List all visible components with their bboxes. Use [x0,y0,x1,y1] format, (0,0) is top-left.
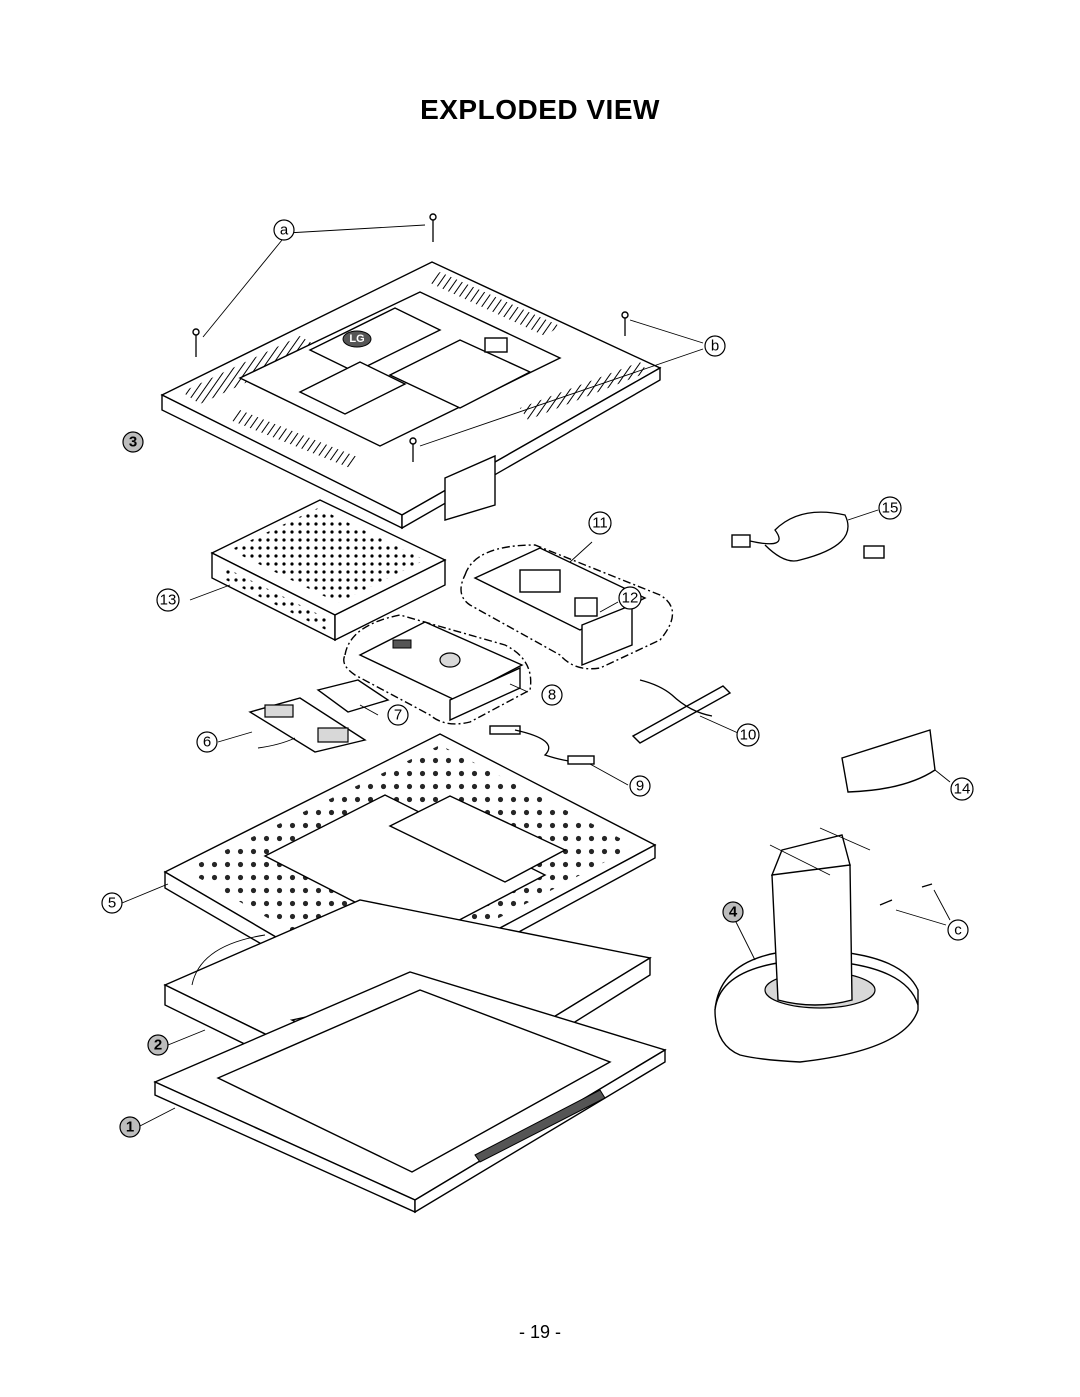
svg-text:9: 9 [635,777,645,795]
callout-7 [388,705,408,725]
main-board [344,615,531,724]
lg-logo: LG [349,333,365,345]
callout-2 [148,1035,168,1055]
svg-text:7: 7 [393,706,403,724]
callout-c [948,920,968,940]
svg-text:c: c [954,921,962,939]
svg-text:1: 1 [125,1118,135,1136]
callout-1 [120,1117,140,1137]
svg-text:14: 14 [953,780,971,798]
svg-text:11: 11 [592,514,608,532]
svg-text:b: b [710,337,720,355]
callout-10 [737,724,759,746]
page-title: EXPLODED VIEW [420,94,660,125]
control-board [633,680,738,743]
svg-text:8: 8 [547,686,557,704]
callout-4 [723,902,743,922]
callout-13 [157,589,179,611]
callout-15 [879,497,901,519]
callout-a [274,220,294,240]
callout-6 [197,732,217,752]
callout-3 [123,432,143,452]
callout-5 [102,893,122,913]
callout-14 [951,778,973,800]
rear-cover [162,262,660,528]
bracket-plate [318,680,388,715]
svg-text:15: 15 [881,499,899,517]
callout-9 [630,776,650,796]
callout-8 [542,685,562,705]
page-number: - 19 - [518,1322,561,1342]
svg-text:5: 5 [107,894,117,912]
power-board [461,542,673,669]
svg-text:2: 2 [153,1036,163,1054]
callout-11 [589,512,611,534]
svg-text:6: 6 [202,733,212,751]
signal-cable [732,510,884,561]
hinge-cover [842,730,950,792]
svg-text:3: 3 [128,433,138,451]
callout-b [705,336,725,356]
stand-base [715,828,950,1062]
svg-text:12: 12 [621,589,639,607]
svg-text:13: 13 [159,591,177,609]
callout-12 [619,587,641,609]
svg-text:10: 10 [739,726,757,744]
svg-text:4: 4 [728,903,738,921]
svg-text:a: a [279,221,289,239]
